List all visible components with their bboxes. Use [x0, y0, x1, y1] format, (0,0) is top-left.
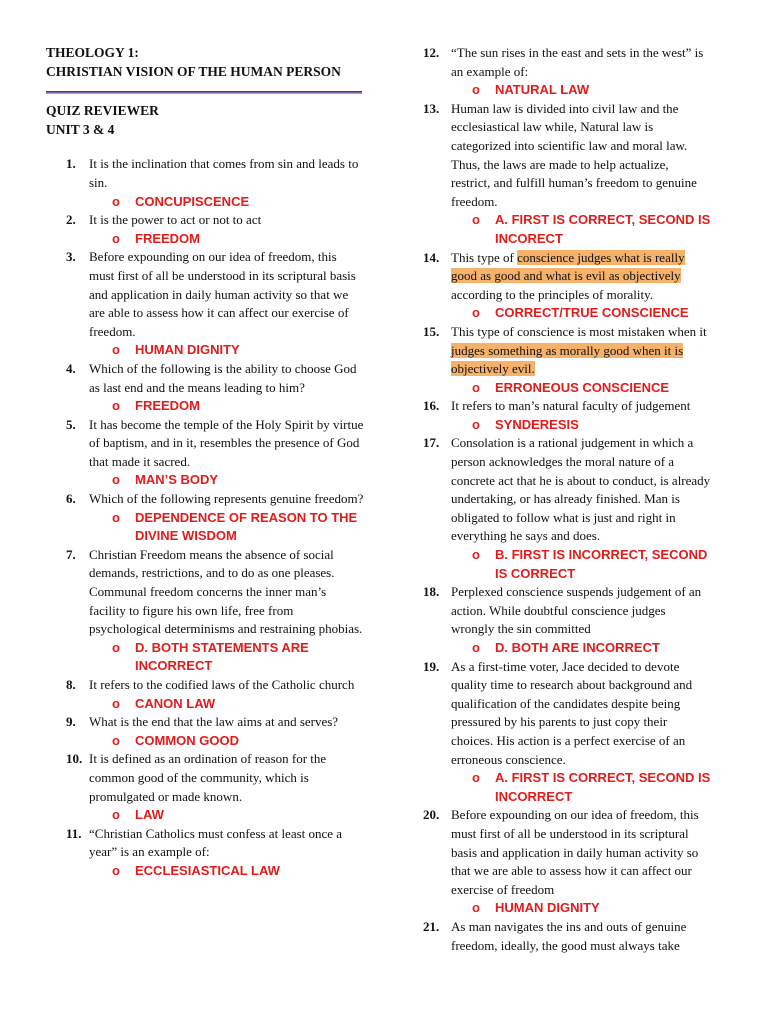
answer-item — [411, 211, 711, 248]
answer-item — [46, 695, 364, 714]
spacer — [46, 139, 364, 155]
question-number: 21. — [423, 918, 440, 934]
question-number: 15. — [423, 323, 440, 339]
question-item — [411, 249, 711, 305]
answer-text: HUMAN DIGNITY — [495, 900, 600, 916]
bullet-icon: o — [472, 212, 480, 228]
question-item — [46, 676, 364, 695]
question-item — [411, 583, 711, 639]
question-text: Before expounding on our idea of freedom, this must first of all be understood in its scriptural basis and application in daily human activity so that we are able to assess how it can affect our exercise of freedom. — [89, 249, 356, 339]
bullet-icon: o — [472, 640, 480, 655]
question-text: Perplexed conscience suspends judgement of an action. While doubtful conscience judges wrongly the sin committed — [451, 584, 702, 637]
answer-text: FREEDOM — [135, 230, 200, 246]
answer-text: D. BOTH STATEMENTS ARE INCORRECT — [135, 639, 309, 674]
question-number: 6. — [66, 491, 76, 507]
question-text: Before expounding on our idea of freedom, this must first of all be understood in its scriptural basis and application in daily human activity so that we are able to assess how it can affect our exercise of freedom — [451, 807, 699, 897]
question-number: 7. — [66, 546, 76, 562]
question-number: 20. — [423, 807, 440, 823]
question-item — [46, 825, 364, 862]
question-text: Consolation is a rational judgement in which a person acknowledges the moral nature of a concrete act that he is about to conduct, is already undertaking, or has already finished. Man is obligated to follow what is just and right in everything he says and does. — [451, 435, 711, 544]
question-item — [46, 750, 364, 806]
bullet-icon: o — [112, 639, 120, 655]
question-item — [46, 490, 364, 509]
answer-text: SYNDERESIS — [495, 416, 579, 432]
question-item — [411, 100, 711, 212]
unit-label: UNIT 3 & 4 — [46, 121, 115, 137]
answer-item — [411, 81, 711, 100]
answer-text: LAW — [135, 807, 164, 823]
question-text: As a first-time voter, Jace decided to devote quality time to research about background and qualification of the candidates despite being pressured by his parents to just copy their choices. His action is a perfect exercise of an erroneous conscience. — [451, 658, 693, 767]
answer-text: CORRECT/TRUE CONSCIENCE — [495, 305, 689, 321]
question-number: 8. — [66, 677, 76, 692]
bullet-icon: o — [112, 472, 120, 488]
question-text: It has become the temple of the Holy Spirit by virtue of baptism, and in it, resembles the presence of God that made it sacred. — [89, 416, 364, 469]
right-column — [411, 44, 711, 955]
bullet-icon: o — [112, 342, 120, 358]
answer-text: CONCUPISCENCE — [135, 193, 250, 209]
bullet-icon: o — [112, 807, 120, 823]
question-number: 1. — [66, 156, 76, 172]
answer-item — [411, 769, 711, 806]
question-item — [411, 918, 711, 955]
question-text: It is the power to act or not to act — [89, 212, 262, 228]
question-number: 4. — [66, 360, 76, 376]
question-text: What is the end that the law aims at and serves? — [89, 714, 339, 730]
answer-text: D. BOTH ARE INCORRECT — [495, 640, 660, 655]
question-number: 9. — [66, 714, 76, 730]
answer-item — [411, 304, 711, 323]
question-item — [411, 434, 711, 546]
question-number: 13. — [423, 100, 440, 116]
answer-item — [46, 341, 364, 360]
bullet-icon: o — [112, 193, 120, 209]
answer-text: MAN’S BODY — [135, 472, 219, 488]
answer-item — [46, 471, 364, 490]
question-text: This type of conscience is most mistaken when it — [451, 323, 707, 339]
question-text: It is defined as an ordination of reason for the common good of the community, which is promulgated or made known. — [89, 751, 327, 804]
bullet-icon: o — [472, 416, 480, 432]
question-item — [411, 806, 711, 899]
course-title: THEOLOGY 1: — [46, 45, 139, 60]
question-item — [46, 248, 364, 341]
left-column — [46, 44, 364, 881]
question-item — [411, 44, 711, 81]
question-number: 16. — [423, 398, 440, 414]
question-text: It is the inclination that comes from sin and leads to sin. — [89, 156, 359, 190]
question-text: It refers to the codified laws of the Catholic church — [89, 677, 355, 692]
answer-item — [411, 899, 711, 918]
question-number: 10. — [66, 751, 83, 767]
question-item — [411, 323, 711, 379]
answer-item — [411, 416, 711, 435]
question-text: It refers to man’s natural faculty of judgement — [451, 398, 691, 414]
title-divider — [46, 91, 362, 94]
question-number: 3. — [66, 249, 76, 265]
answer-text: ECCLESIASTICAL LAW — [135, 862, 280, 878]
answer-item — [46, 806, 364, 825]
question-item — [46, 155, 364, 192]
answer-text: A. FIRST IS CORRECT, SECOND IS INCORECT — [495, 212, 711, 246]
question-item — [46, 416, 364, 472]
highlighted-text: conscience judges what is really good as good and what is evil as objectively — [451, 249, 685, 284]
answer-item — [411, 639, 711, 658]
question-number: 11. — [66, 825, 82, 841]
question-text-end: according to the principles of morality. — [451, 286, 654, 302]
bullet-icon: o — [112, 230, 120, 246]
question-text: Christian Freedom means the absence of social demands, restrictions, and to do as one pleases. Communal freedom concerns the inner man’s facility to figure his own life, free from psychological determinisms and restraining phobias. — [89, 546, 363, 637]
answer-item — [46, 732, 364, 751]
bullet-icon: o — [112, 398, 120, 414]
answer-item — [46, 639, 364, 676]
answer-text: NATURAL LAW — [495, 82, 590, 98]
answer-item — [46, 193, 364, 212]
answer-item — [46, 509, 364, 546]
answer-item — [46, 862, 364, 881]
bullet-icon: o — [472, 379, 480, 395]
answer-item — [46, 230, 364, 249]
answer-text: B. FIRST IS INCORRECT, SECOND IS CORRECT — [495, 547, 708, 581]
bullet-icon: o — [112, 509, 120, 525]
question-item — [46, 211, 364, 230]
course-subtitle: CHRISTIAN VISION OF THE HUMAN PERSON — [46, 63, 341, 79]
question-list-left — [46, 155, 364, 880]
reviewer-title: QUIZ REVIEWER — [46, 103, 159, 119]
question-text: Which of the following is the ability to choose God as last end and the means leading to him? — [89, 360, 357, 395]
answer-text: A. FIRST IS CORRECT, SECOND IS INCORRECT — [495, 770, 711, 804]
bullet-icon: o — [112, 732, 120, 748]
question-number: 17. — [423, 435, 440, 451]
answer-text: DEPENDENCE OF REASON TO THE DIVINE WISDOM — [135, 509, 358, 544]
question-item — [411, 397, 711, 416]
question-number: 19. — [423, 658, 440, 674]
answer-item — [411, 379, 711, 398]
question-number: 12. — [423, 45, 440, 60]
question-text: This type of — [451, 249, 518, 265]
question-text: As man navigates the ins and outs of genuine freedom, ideally, the good must always take — [451, 918, 687, 953]
bullet-icon: o — [472, 305, 480, 321]
question-text: “Christian Catholics must confess at least once a year” is an example of: — [89, 825, 343, 860]
answer-text: FREEDOM — [135, 398, 200, 414]
question-text: “The sun rises in the east and sets in the west” is an example of: — [451, 45, 704, 79]
question-item — [46, 360, 364, 397]
answer-text: CANON LAW — [135, 695, 216, 711]
question-item — [46, 713, 364, 732]
answer-text: COMMON GOOD — [135, 732, 239, 748]
question-text: Human law is divided into civil law and the ecclesiastical law while, Natural law is categorized into scientific law and moral law. Thus, the laws are made to help actualize, restrict, and fulfill human’s freedom to genuine freedom. — [451, 100, 697, 209]
bullet-icon: o — [112, 862, 120, 878]
answer-text: HUMAN DIGNITY — [135, 342, 240, 358]
bullet-icon: o — [472, 547, 480, 563]
bullet-icon: o — [472, 82, 480, 98]
bullet-icon: o — [472, 900, 480, 916]
bullet-icon: o — [112, 695, 120, 711]
highlighted-text: judges something as morally good when it is objectively evil. — [451, 342, 684, 377]
answer-text: ERRONEOUS CONSCIENCE — [495, 379, 670, 395]
question-number: 18. — [423, 584, 440, 600]
question-number: 14. — [423, 249, 440, 265]
answer-item — [411, 546, 711, 583]
question-item — [411, 658, 711, 770]
question-number: 5. — [66, 416, 76, 432]
question-number: 2. — [66, 212, 76, 228]
question-text: Which of the following represents genuine freedom? — [89, 491, 364, 507]
question-list-right — [411, 44, 711, 955]
bullet-icon: o — [472, 770, 480, 786]
answer-item — [46, 397, 364, 416]
question-item — [46, 546, 364, 639]
